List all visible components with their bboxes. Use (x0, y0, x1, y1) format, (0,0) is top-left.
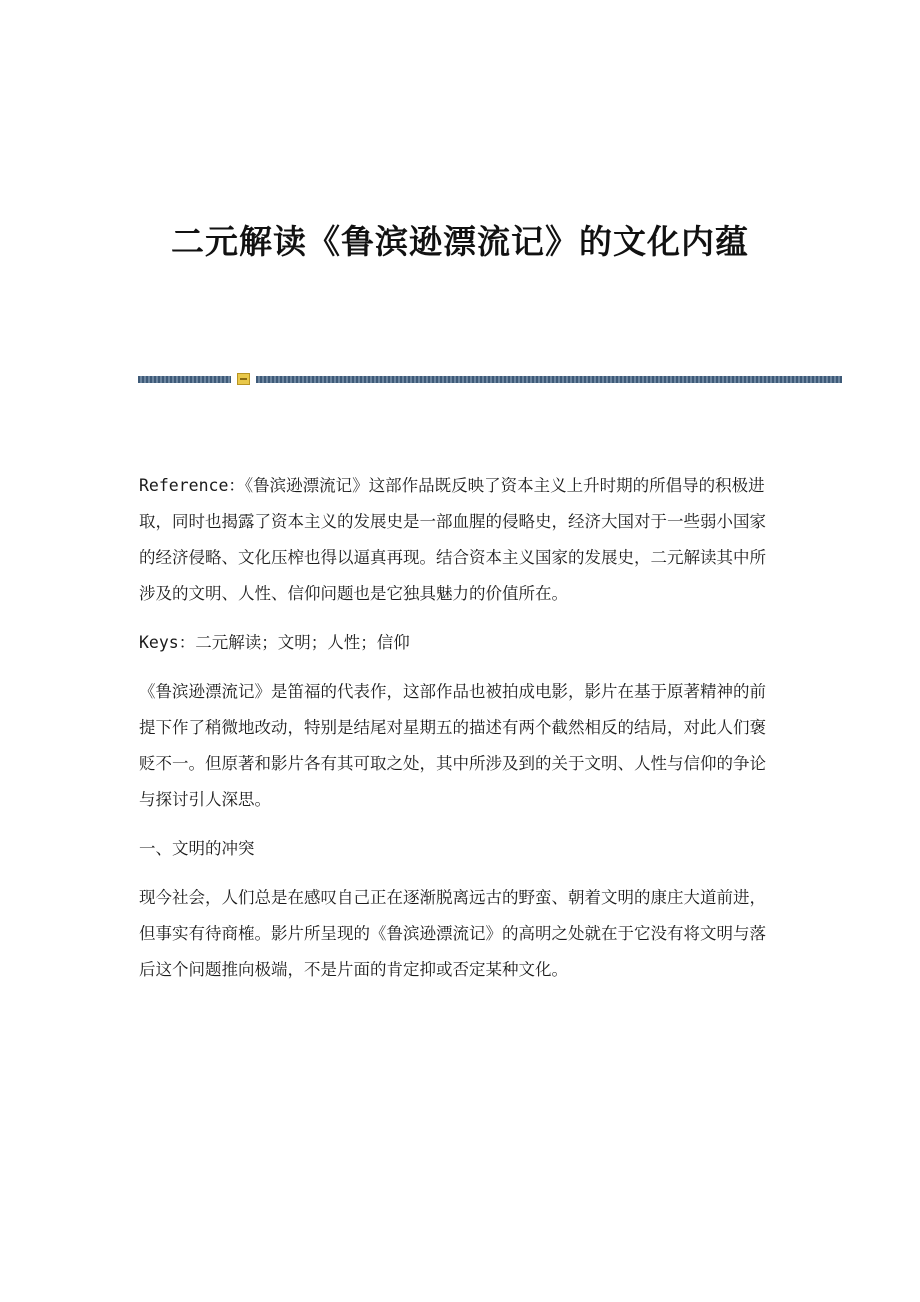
abstract-paragraph: Reference：《鲁滨逊漂流记》这部作品既反映了资本主义上升时期的所倡导的积极进取，同时也揭露了资本主义的发展史是一部血腥的侵略史，经济大国对于一些弱小国家的经济侵略、文化压榨也得以逼真再现。结合资本主义国家的发展史，二元解读其中所涉及的文明、人性、信仰问题也是它独具魅力的价值所在。 (139, 476, 766, 603)
divider-bar-left (138, 376, 231, 383)
section-paragraph: 现今社会，人们总是在感叹自己正在逐渐脱离远古的野蛮、朝着文明的康庄大道前进，但事实有待商榷。影片所呈现的《鲁滨逊漂流记》的高明之处就在于它没有将文明与落后这个问题推向极端，不是片面的肯定抑或否定某种文化。 (139, 888, 766, 979)
section-heading: 一、文明的冲突 (139, 839, 255, 858)
divider-ornament-icon (237, 373, 250, 385)
divider-bar-right (256, 376, 842, 383)
document-body (139, 468, 781, 1001)
keywords-paragraph: Keys：二元解读；文明；人性；信仰 (139, 633, 410, 652)
document-title: 二元解读《鲁滨逊漂流记》的文化内蕴 (171, 222, 749, 261)
intro-paragraph: 《鲁滨逊漂流记》是笛福的代表作，这部作品也被拍成电影，影片在基于原著精神的前提下作了稍微地改动，特别是结尾对星期五的描述有两个截然相反的结局，对此人们褒贬不一。但原著和影片各有其可取之处，其中所涉及到的关于文明、人性与信仰的争论与探讨引人深思。 (139, 682, 766, 809)
title-divider (138, 373, 842, 385)
